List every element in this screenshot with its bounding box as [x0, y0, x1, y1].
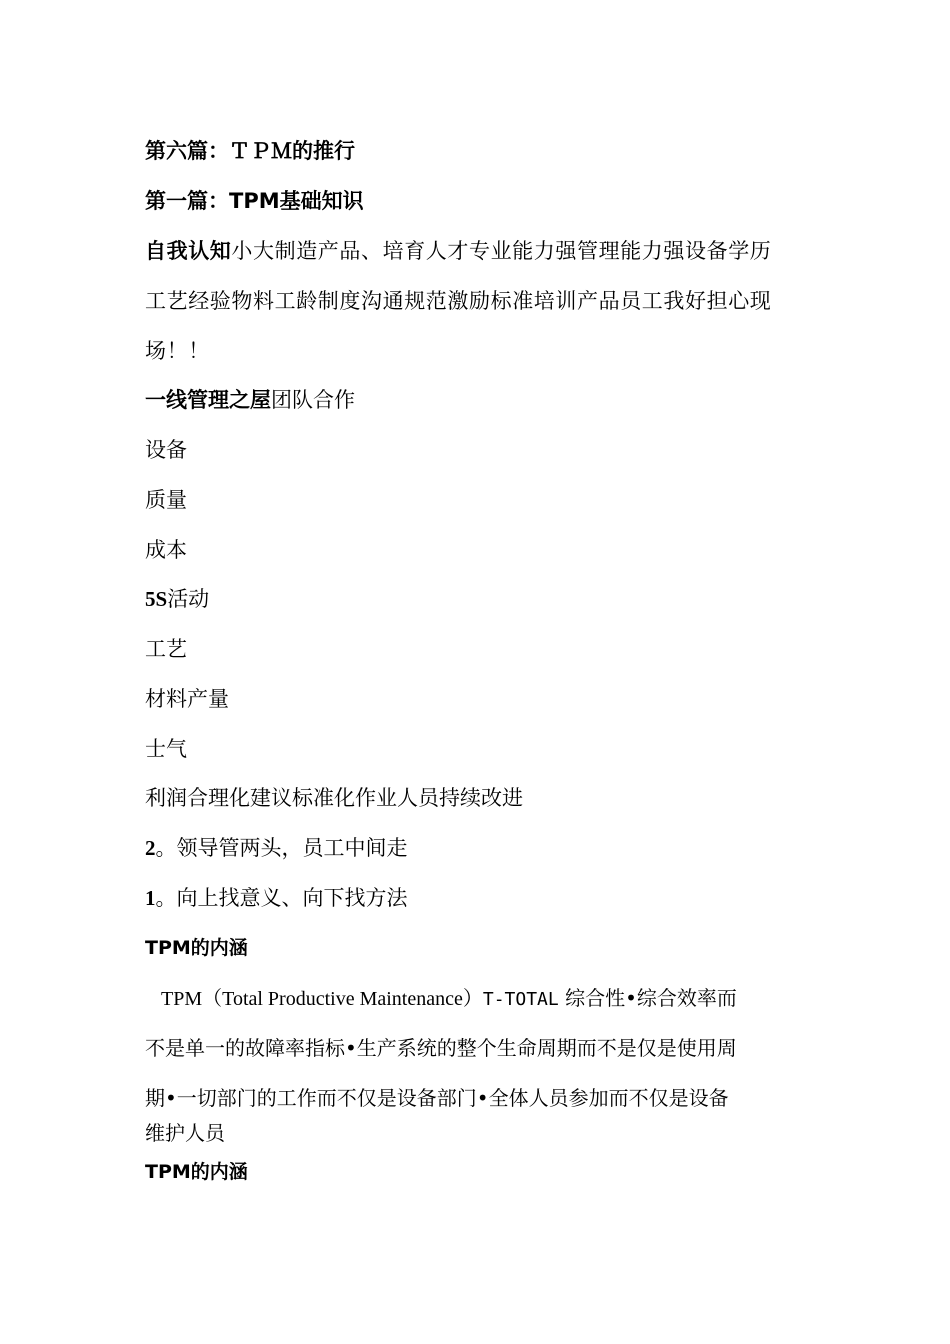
paragraph-self-awareness-line-2: 工艺经验物料工龄制度沟通规范激励标准培训产品员工我好担心现: [145, 289, 772, 313]
list-item-5s-label: 5S: [145, 587, 168, 611]
list-item-morale: 士气: [145, 737, 187, 761]
list-item-5s-text: 活动: [167, 587, 210, 611]
paragraph-self-awareness-line-1: [145, 237, 771, 265]
point-1: [145, 884, 408, 912]
tpm-paragraph-line-3: 期•一切部门的工作而不仅是设备部门•全体人员参加而不仅是设备: [145, 1086, 729, 1110]
list-item-5s: [145, 585, 209, 613]
tpm-paragraph-text: 综合性•综合效率而: [558, 986, 737, 1010]
heading-ch1: 第一篇：TPM基础知识: [145, 189, 364, 213]
list-item-cost: 成本: [145, 538, 187, 562]
tpm-paragraph-line-2: 不是单一的故障率指标•生产系统的整个生命周期而不是仅是使用周: [145, 1036, 737, 1060]
paragraph-lead-management-house: 一线管理之屋: [145, 388, 271, 412]
point-2: [145, 834, 408, 862]
tpm-paragraph-line-4: 维护人员: [145, 1121, 225, 1145]
point-1-number: 1: [145, 886, 156, 910]
heading-ch6: 第六篇：ＴＰＭ的推行: [145, 139, 355, 163]
section-title-tpm-meaning: TPM的内涵: [145, 937, 248, 959]
paragraph-text: 小大制造产品、培育人才专业能力强管理能力强设备学历: [231, 239, 772, 263]
section-title-tpm-meaning-2: TPM的内涵: [145, 1161, 248, 1183]
point-2-text: 。领导管两头，员工中间走: [155, 836, 408, 860]
list-item-profit: 利润合理化建议标准化作业人员持续改进: [145, 786, 523, 810]
tpm-full-name: TPM（Total Productive Maintenance）: [161, 988, 483, 1010]
paragraph-lead-self-awareness: 自我认知: [145, 239, 232, 263]
tpm-code: T-TOTAL: [482, 989, 559, 1010]
tpm-paragraph-line-1: [145, 984, 737, 1014]
list-item-equipment: 设备: [145, 438, 187, 462]
list-item-material-output: 材料产量: [145, 687, 229, 711]
paragraph-text: 团队合作: [271, 388, 355, 412]
point-2-number: 2: [145, 836, 156, 860]
list-item-quality: 质量: [145, 488, 187, 512]
list-item-process: 工艺: [145, 637, 187, 661]
paragraph-management-house: [145, 386, 355, 414]
paragraph-self-awareness-line-3: 场！！: [145, 339, 210, 363]
point-1-text: 。向上找意义、向下找方法: [155, 886, 408, 910]
